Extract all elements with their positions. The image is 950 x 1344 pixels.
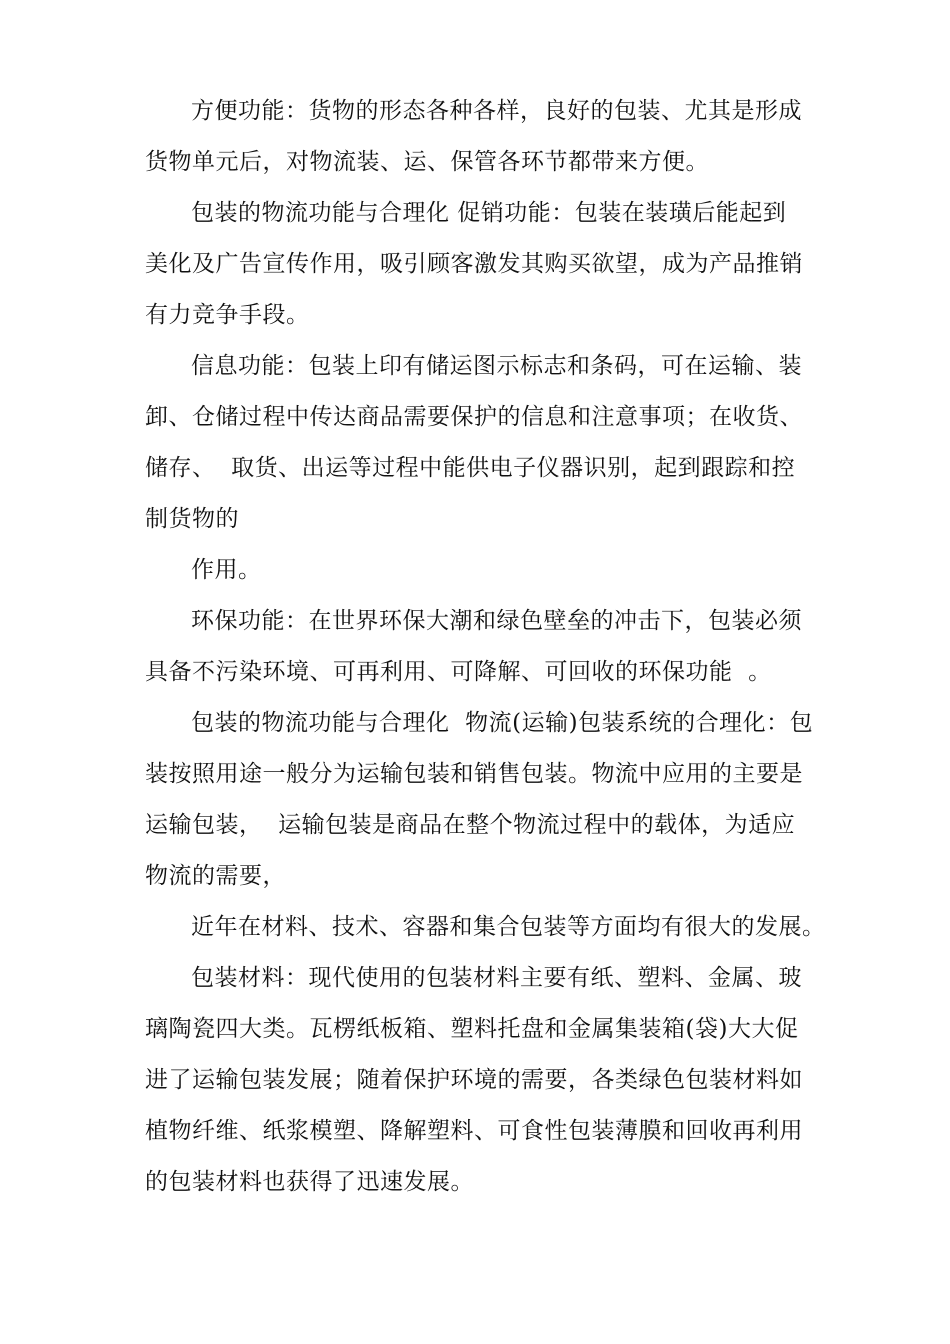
paragraph-packaging-materials — [145, 953, 817, 1208]
text-line: 具备不污染环境、可再利用、可降解、可回收的环保功能 。 — [145, 659, 772, 685]
text-line: 的包装材料也获得了迅速发展。 — [145, 1169, 474, 1195]
text-line: 包装材料：现代使用的包装材料主要有纸、塑料、金属、玻 — [191, 965, 802, 991]
text-line: 制货物的 — [145, 506, 239, 532]
text-line: 储存、 取货、出运等过程中能供电子仪器识别，起到跟踪和控 — [145, 455, 796, 481]
text-line: 信息功能：包装上印有储运图示标志和条码，可在运输、装 — [191, 353, 802, 379]
text-line: 璃陶瓷四大类。瓦楞纸板箱、塑料托盘和金属集装箱(袋)大大促 — [145, 1016, 799, 1042]
paragraph-function-continuation — [145, 545, 817, 596]
text-line: 货物单元后，对物流装、运、保管各环节都带来方便。 — [145, 149, 709, 175]
text-line: 包装的物流功能与合理化 促销功能：包装在装璜后能起到 — [191, 200, 787, 226]
text-line: 有力竞争手段。 — [145, 302, 310, 328]
text-line: 美化及广告宣传作用，吸引顾客激发其购买欲望，成为产品推销 — [145, 251, 803, 277]
text-line: 物流的需要， — [145, 863, 286, 889]
text-line: 运输包装， 运输包装是商品在整个物流过程中的载体，为适应 — [145, 812, 796, 838]
text-line: 植物纤维、纸浆模塑、降解塑料、可食性包装薄膜和回收再利用 — [145, 1118, 803, 1144]
paragraph-environmental-function — [145, 596, 817, 698]
paragraph-promotion-function — [145, 188, 817, 341]
text-line: 环保功能：在世界环保大潮和绿色壁垒的冲击下，包装必须 — [191, 608, 802, 634]
paragraph-convenience-function — [145, 86, 817, 188]
text-line: 方便功能：货物的形态各种各样，良好的包装、尤其是形成 — [191, 98, 802, 124]
text-line: 近年在材料、技术、容器和集合包装等方面均有很大的发展。 — [191, 914, 826, 940]
paragraph-information-function — [145, 341, 817, 545]
text-line: 卸、仓储过程中传达商品需要保护的信息和注意事项；在收货、 — [145, 404, 803, 430]
text-line: 装按照用途一般分为运输包装和销售包装。物流中应用的主要是 — [145, 761, 803, 787]
paragraph-recent-development — [145, 902, 826, 953]
paragraph-packaging-rationalization — [145, 698, 817, 902]
text-line: 作用。 — [191, 557, 262, 583]
text-line: 包装的物流功能与合理化 物流(运输)包装系统的合理化：包 — [191, 710, 814, 736]
text-line: 进了运输包装发展；随着保护环境的需要，各类绿色包装材料如 — [145, 1067, 803, 1093]
document-body — [145, 86, 826, 1208]
